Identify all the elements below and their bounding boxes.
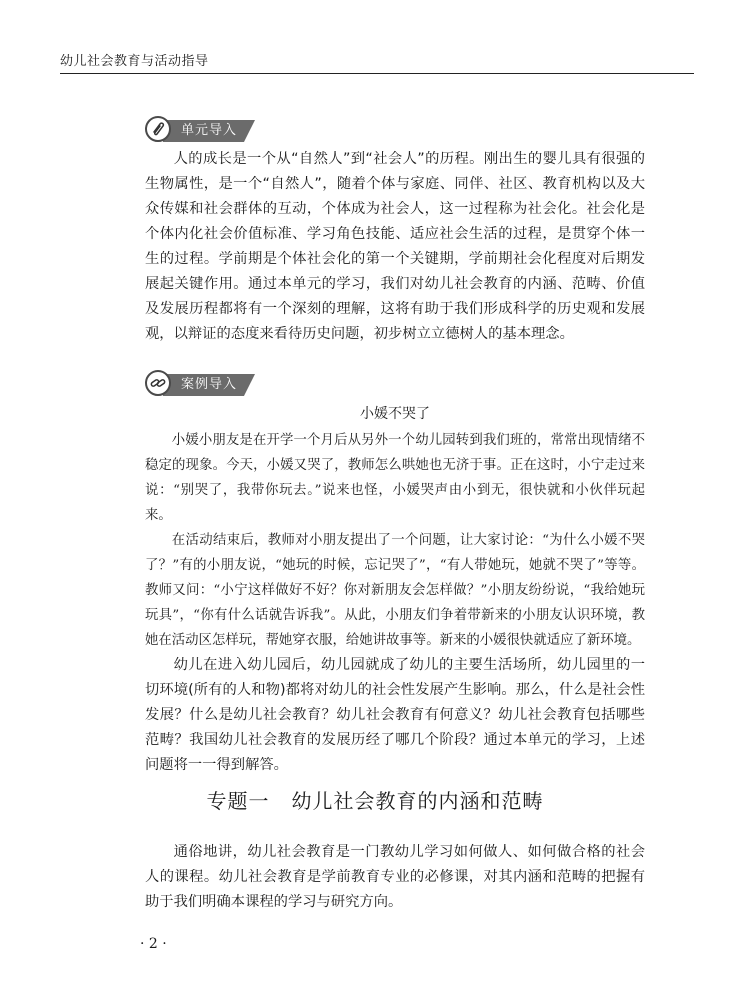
unit-intro-paragraph: 人的成长是一个从“自然人”到“社会人”的历程。刚出生的婴儿具有很强的生物属性，是一个“自然人”，随着个体与家庭、同伴、社区、教育机构以及大众传媒和社会群体的互动，个体成为社会人，这一过程称为社会化。社会化是个体内化社会价值标准、学习角色技能、适应社会生活的过程，是贯穿个体一生的过程。学前期是个体社会化的第一个关键期，学前期社会化程度对后期发展起关键作用。通过本单元的学习，我们对幼儿社会教育的内涵、范畴、价值及发展历程都将有一个深刻的理解，这将有助于我们形成科学的历史观和发展观，以辩证的态度来看待历史问题，初步树立立德树人的基本理念。 bbox=[145, 151, 645, 342]
chain-link-icon bbox=[145, 370, 171, 396]
section-heading bbox=[0, 786, 750, 816]
case-paragraph: 在活动结束后，教师对小朋友提出了一个问题，让大家讨论：“为什么小媛不哭了？”有的小朋友说，“她玩的时候，忘记哭了”，“有人带她玩，她就不哭了”等等。教师又问：“小宁这样做好不好？你对新朋友会怎样做？”小朋友纷纷说，“我给她玩玩具”，“你有什么话就告诉我”。从此，小朋友们争着带新来的小朋友认识环境，教她在活动区怎样玩，帮她穿衣服，给她讲故事等。新来的小媛很快就适应了新环境。 bbox=[145, 533, 645, 648]
page-number: · 2 · bbox=[140, 936, 167, 952]
section-paragraph: 通俗地讲，幼儿社会教育是一门教幼儿学习如何做人、如何做合格的社会人的课程。幼儿社会教育是学前教育专业的必修课，对其内涵和范畴的把握有助于我们明确本课程的学习与研究方向。 bbox=[145, 844, 645, 910]
running-header: 幼儿社会教育与活动指导 bbox=[60, 54, 209, 69]
unit-intro-badge bbox=[145, 116, 255, 146]
case-intro-badge bbox=[145, 370, 255, 400]
paperclip-icon bbox=[145, 116, 171, 142]
case-intro-label: 案例导入 bbox=[181, 377, 238, 392]
case-followup-paragraph: 幼儿在进入幼儿园后，幼儿园就成了幼儿的主要生活场所，幼儿园里的一切环境(所有的人和物)都将对幼儿的社会性发展产生影响。那么，什么是社会性发展？什么是幼儿社会教育？幼儿社会教育有何意义？幼儿社会教育包括哪些范畴？我国幼儿社会教育的发展历经了哪几个阶段？通过本单元的学习，上述问题将一一得到解答。 bbox=[145, 657, 645, 773]
case-paragraph: 小媛小朋友是在开学一个月后从另外一个幼儿园转到我们班的，常常出现情绪不稳定的现象。今天，小媛又哭了，教师怎么哄她也无济于事。正在这时，小宁走过来说：“别哭了，我带你玩去。”说来也怪，小媛哭声由小到无，很快就和小伙伴玩起来。 bbox=[145, 433, 645, 523]
section-title: 幼儿社会教育的内涵和范畴 bbox=[291, 789, 544, 813]
section-number: 专题一 bbox=[206, 789, 270, 813]
case-title: 小媛不哭了 bbox=[360, 406, 430, 422]
unit-intro-label: 单元导入 bbox=[181, 123, 238, 138]
header-rule bbox=[60, 73, 694, 74]
